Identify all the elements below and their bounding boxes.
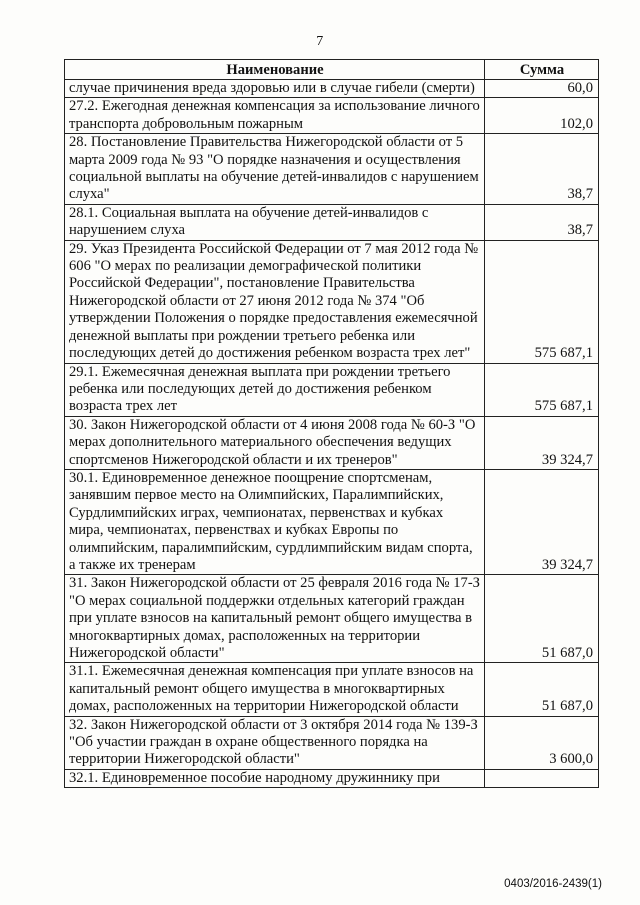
table-row xyxy=(65,98,599,134)
row-sum: 51 687,0 xyxy=(485,575,599,663)
row-name: 29. Указ Президента Российской Федерации от 7 мая 2012 года № 606 "О мерах по реализации демографической политики Российской Федерации", постановление Правительства Нижегородской области от 27 июня 2012 года № 374 "Об утверждении Положения о порядке предоставления ежемесячной денежной выплаты при рождении третьего ребенка или последующих детей до достижения ребенком возраста трех лет" xyxy=(65,240,485,363)
row-sum: 3 600,0 xyxy=(485,716,599,769)
row-name: 32.1. Единовременное пособие народному дружиннику при xyxy=(65,769,485,787)
row-sum: 39 324,7 xyxy=(485,416,599,469)
row-name: 28. Постановление Правительства Нижегородской области от 5 марта 2009 года № 93 "О порядке назначения и осуществления социальной выплаты на обучение детей-инвалидов с нарушением слуха" xyxy=(65,134,485,205)
table-row xyxy=(65,663,599,716)
row-name: 30.1. Единовременное денежное поощрение спортсменам, занявшим первое место на Олимпийских, Паралимпийских, Сурдлимпийских играх, чемпионатах, первенствах и кубках мира, чемпионатах, первенствах и кубках Европы по олимпийским, паралимпийским, сурдлимпийским видам спорта, а также их тренерам xyxy=(65,469,485,574)
row-sum: 575 687,1 xyxy=(485,240,599,363)
table-row xyxy=(65,240,599,363)
header-name: Наименование xyxy=(65,60,485,80)
page-number: 7 xyxy=(316,34,324,49)
table-row xyxy=(65,80,599,98)
row-name: 29.1. Ежемесячная денежная выплата при рождении третьего ребенка или последующих детей до достижения ребенком возраста трех лет xyxy=(65,363,485,416)
row-sum: 60,0 xyxy=(485,80,599,98)
budget-table xyxy=(64,59,599,788)
table-row xyxy=(65,416,599,469)
row-sum: 38,7 xyxy=(485,204,599,240)
row-sum: 102,0 xyxy=(485,98,599,134)
table-row xyxy=(65,716,599,769)
header-sum: Сумма xyxy=(485,60,599,80)
table-row xyxy=(65,769,599,787)
row-sum: 575 687,1 xyxy=(485,363,599,416)
row-sum: 51 687,0 xyxy=(485,663,599,716)
table-row xyxy=(65,134,599,205)
row-name: 27.2. Ежегодная денежная компенсация за использование личного транспорта добровольным пожарным xyxy=(65,98,485,134)
row-name: случае причинения вреда здоровью или в случае гибели (смерти) xyxy=(65,80,485,98)
table-row xyxy=(65,204,599,240)
row-sum: 39 324,7 xyxy=(485,469,599,574)
table-row xyxy=(65,363,599,416)
table-row xyxy=(65,575,599,663)
row-name: 30. Закон Нижегородской области от 4 июня 2008 года № 60-З "О мерах дополнительного материального обеспечения ведущих спортсменов Нижегородской области и их тренеров" xyxy=(65,416,485,469)
table-row xyxy=(65,469,599,574)
row-name: 28.1. Социальная выплата на обучение детей-инвалидов с нарушением слуха xyxy=(65,204,485,240)
row-name: 31.1. Ежемесячная денежная компенсация при уплате взносов на капитальный ремонт общего имущества в многоквартирных домах, расположенных на территории Нижегородской области xyxy=(65,663,485,716)
row-name: 32. Закон Нижегородской области от 3 октября 2014 года № 139-З "Об участии граждан в охране общественного порядка на территории Нижегородской области" xyxy=(65,716,485,769)
row-name: 31. Закон Нижегородской области от 25 февраля 2016 года № 17-З "О мерах социальной поддержки отдельных категорий граждан при уплате взносов на капитальный ремонт общего имущества в многоквартирных домах, расположенных на территории Нижегородской области" xyxy=(65,575,485,663)
row-sum xyxy=(485,769,599,787)
document-code: 0403/2016-2439(1) xyxy=(504,878,602,890)
row-sum: 38,7 xyxy=(485,134,599,205)
table-header-row xyxy=(65,60,599,80)
